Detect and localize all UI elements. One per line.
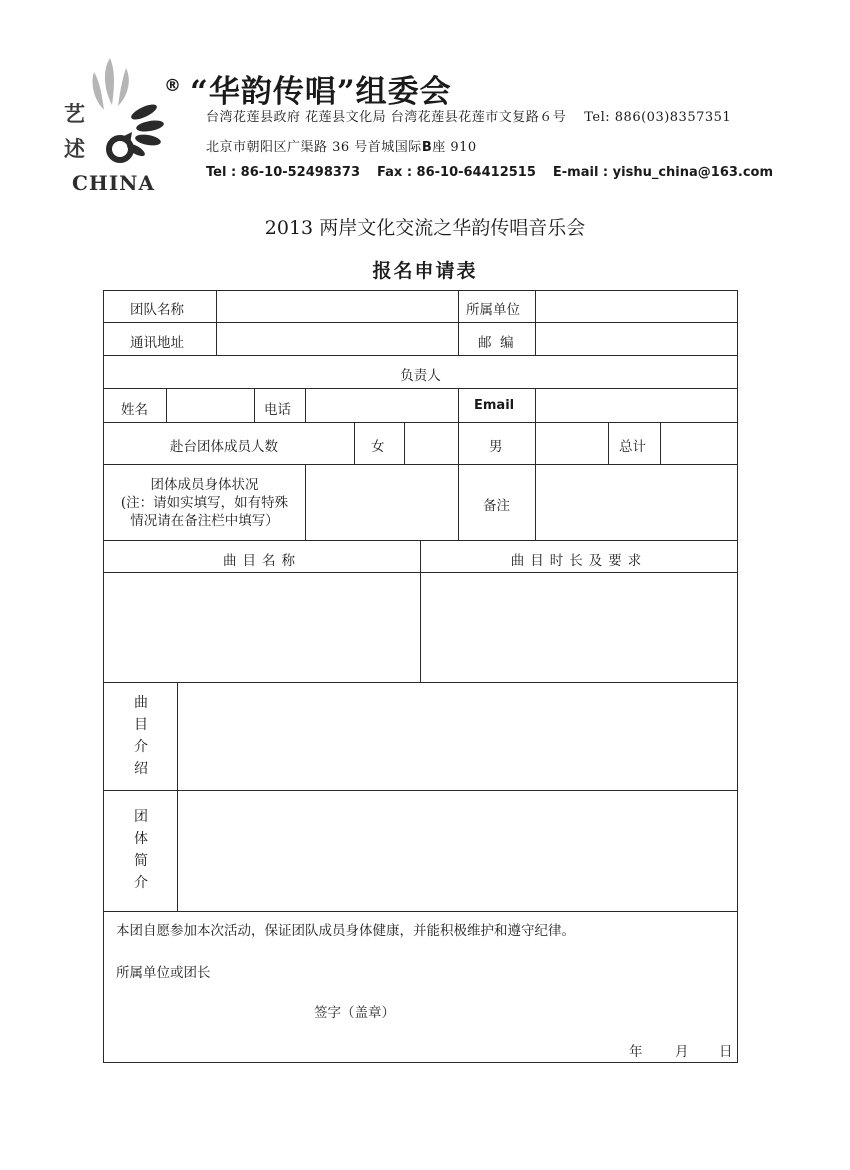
- row-divider: [104, 911, 737, 912]
- song-intro-field[interactable]: [178, 683, 737, 790]
- total-count-field[interactable]: [661, 423, 737, 464]
- song-duration-header: 曲目时长及要求: [510, 553, 648, 569]
- team-name-field[interactable]: [217, 291, 458, 322]
- row-divider: [104, 355, 737, 356]
- members-count-label: 赴台团体成员人数: [170, 439, 278, 455]
- label-char: 简: [134, 853, 148, 869]
- registered-mark: ®: [164, 76, 181, 96]
- address-field[interactable]: [217, 323, 458, 355]
- tel-taiwan: Tel: 886(03)8357351: [584, 110, 732, 125]
- label-char: 曲: [134, 695, 148, 711]
- health-label-line: 情况请在备注栏中填写）: [130, 513, 279, 529]
- female-label: 女: [371, 439, 385, 455]
- label-char: 介: [134, 739, 148, 755]
- affiliation-label: 所属单位: [466, 302, 520, 318]
- person-in-charge-header: 负责人: [400, 368, 441, 384]
- year-label: 年: [629, 1044, 643, 1060]
- address-text: 台湾花莲县政府 花莲县文化局 台湾花莲县花莲市文复路６号: [206, 110, 567, 125]
- col-divider: [458, 422, 459, 464]
- signature-field[interactable]: [404, 991, 604, 1021]
- song-name-field[interactable]: [104, 573, 420, 682]
- label-char: 目: [134, 717, 148, 733]
- pledge-statement: 本团自愿参加本次活动，保证团队成员身体健康，并能积极维护和遵守纪律。: [116, 923, 575, 939]
- total-label: 总计: [619, 439, 646, 455]
- col-divider: [254, 388, 255, 422]
- address-building: B: [421, 140, 433, 155]
- col-divider: [458, 464, 459, 540]
- phone-label: 电话: [264, 402, 291, 418]
- col-divider: [354, 422, 355, 464]
- health-status-label: [104, 476, 305, 530]
- song-name-header: 曲目名称: [223, 553, 301, 569]
- contact-line: [206, 165, 790, 180]
- email-field[interactable]: [536, 389, 737, 422]
- song-intro-label: [131, 692, 151, 780]
- team-intro-label: [131, 806, 151, 894]
- postcode-label: 邮 编: [478, 335, 514, 351]
- male-count-field[interactable]: [536, 423, 608, 464]
- address-text: 座 910: [432, 140, 477, 155]
- male-label: 男: [489, 439, 503, 455]
- signatory-label: 所属单位或团长: [116, 965, 211, 981]
- logo-wordmark: CHINA: [72, 171, 155, 195]
- document-title: 2013 两岸文化交流之华韵传唱音乐会: [264, 217, 586, 239]
- address-line-taiwan: [206, 106, 731, 125]
- remarks-field[interactable]: [536, 465, 737, 540]
- label-char: 体: [134, 831, 148, 847]
- col-divider: [458, 291, 459, 355]
- col-divider: [608, 422, 609, 464]
- tel-beijing: Tel : 86-10-52498373: [206, 165, 361, 180]
- affiliation-field[interactable]: [536, 291, 737, 322]
- email-label: Email: [474, 398, 515, 413]
- day-label: 日: [719, 1044, 733, 1060]
- email-address: E-mail : yishu_china@163.com: [552, 165, 774, 180]
- health-status-field[interactable]: [306, 465, 458, 540]
- address-text: 北京市朝阳区广渠路 36 号首城国际: [206, 140, 422, 155]
- name-field[interactable]: [167, 389, 254, 422]
- team-intro-field[interactable]: [178, 791, 737, 911]
- song-duration-field[interactable]: [421, 573, 737, 682]
- phone-field[interactable]: [306, 389, 458, 422]
- address-label: 通讯地址: [130, 335, 184, 351]
- logo-character: 艺: [64, 101, 85, 126]
- label-char: 介: [134, 875, 148, 891]
- signature-label: 签字（盖章）: [314, 1005, 395, 1021]
- name-label: 姓名: [121, 402, 148, 418]
- health-label-line: 团体成员身体状况: [150, 477, 259, 493]
- application-form: [103, 290, 738, 1063]
- fax-number: Fax : 86-10-64412515: [377, 165, 536, 180]
- address-line-beijing: [206, 136, 477, 155]
- female-count-field[interactable]: [405, 423, 458, 464]
- health-label-line: (注：请如实填写，如有特殊: [120, 495, 289, 511]
- col-divider: [458, 388, 459, 422]
- logo-character: 述: [64, 136, 85, 161]
- organizer-title: “华韵传唱”组委会: [190, 74, 452, 110]
- label-char: 绍: [134, 761, 148, 777]
- label-char: 团: [134, 809, 148, 825]
- month-label: 月: [675, 1044, 689, 1060]
- form-title: 报名申请表: [372, 260, 478, 282]
- team-name-label: 团队名称: [130, 302, 184, 318]
- remarks-label: 备注: [483, 498, 510, 514]
- postcode-field[interactable]: [536, 323, 737, 355]
